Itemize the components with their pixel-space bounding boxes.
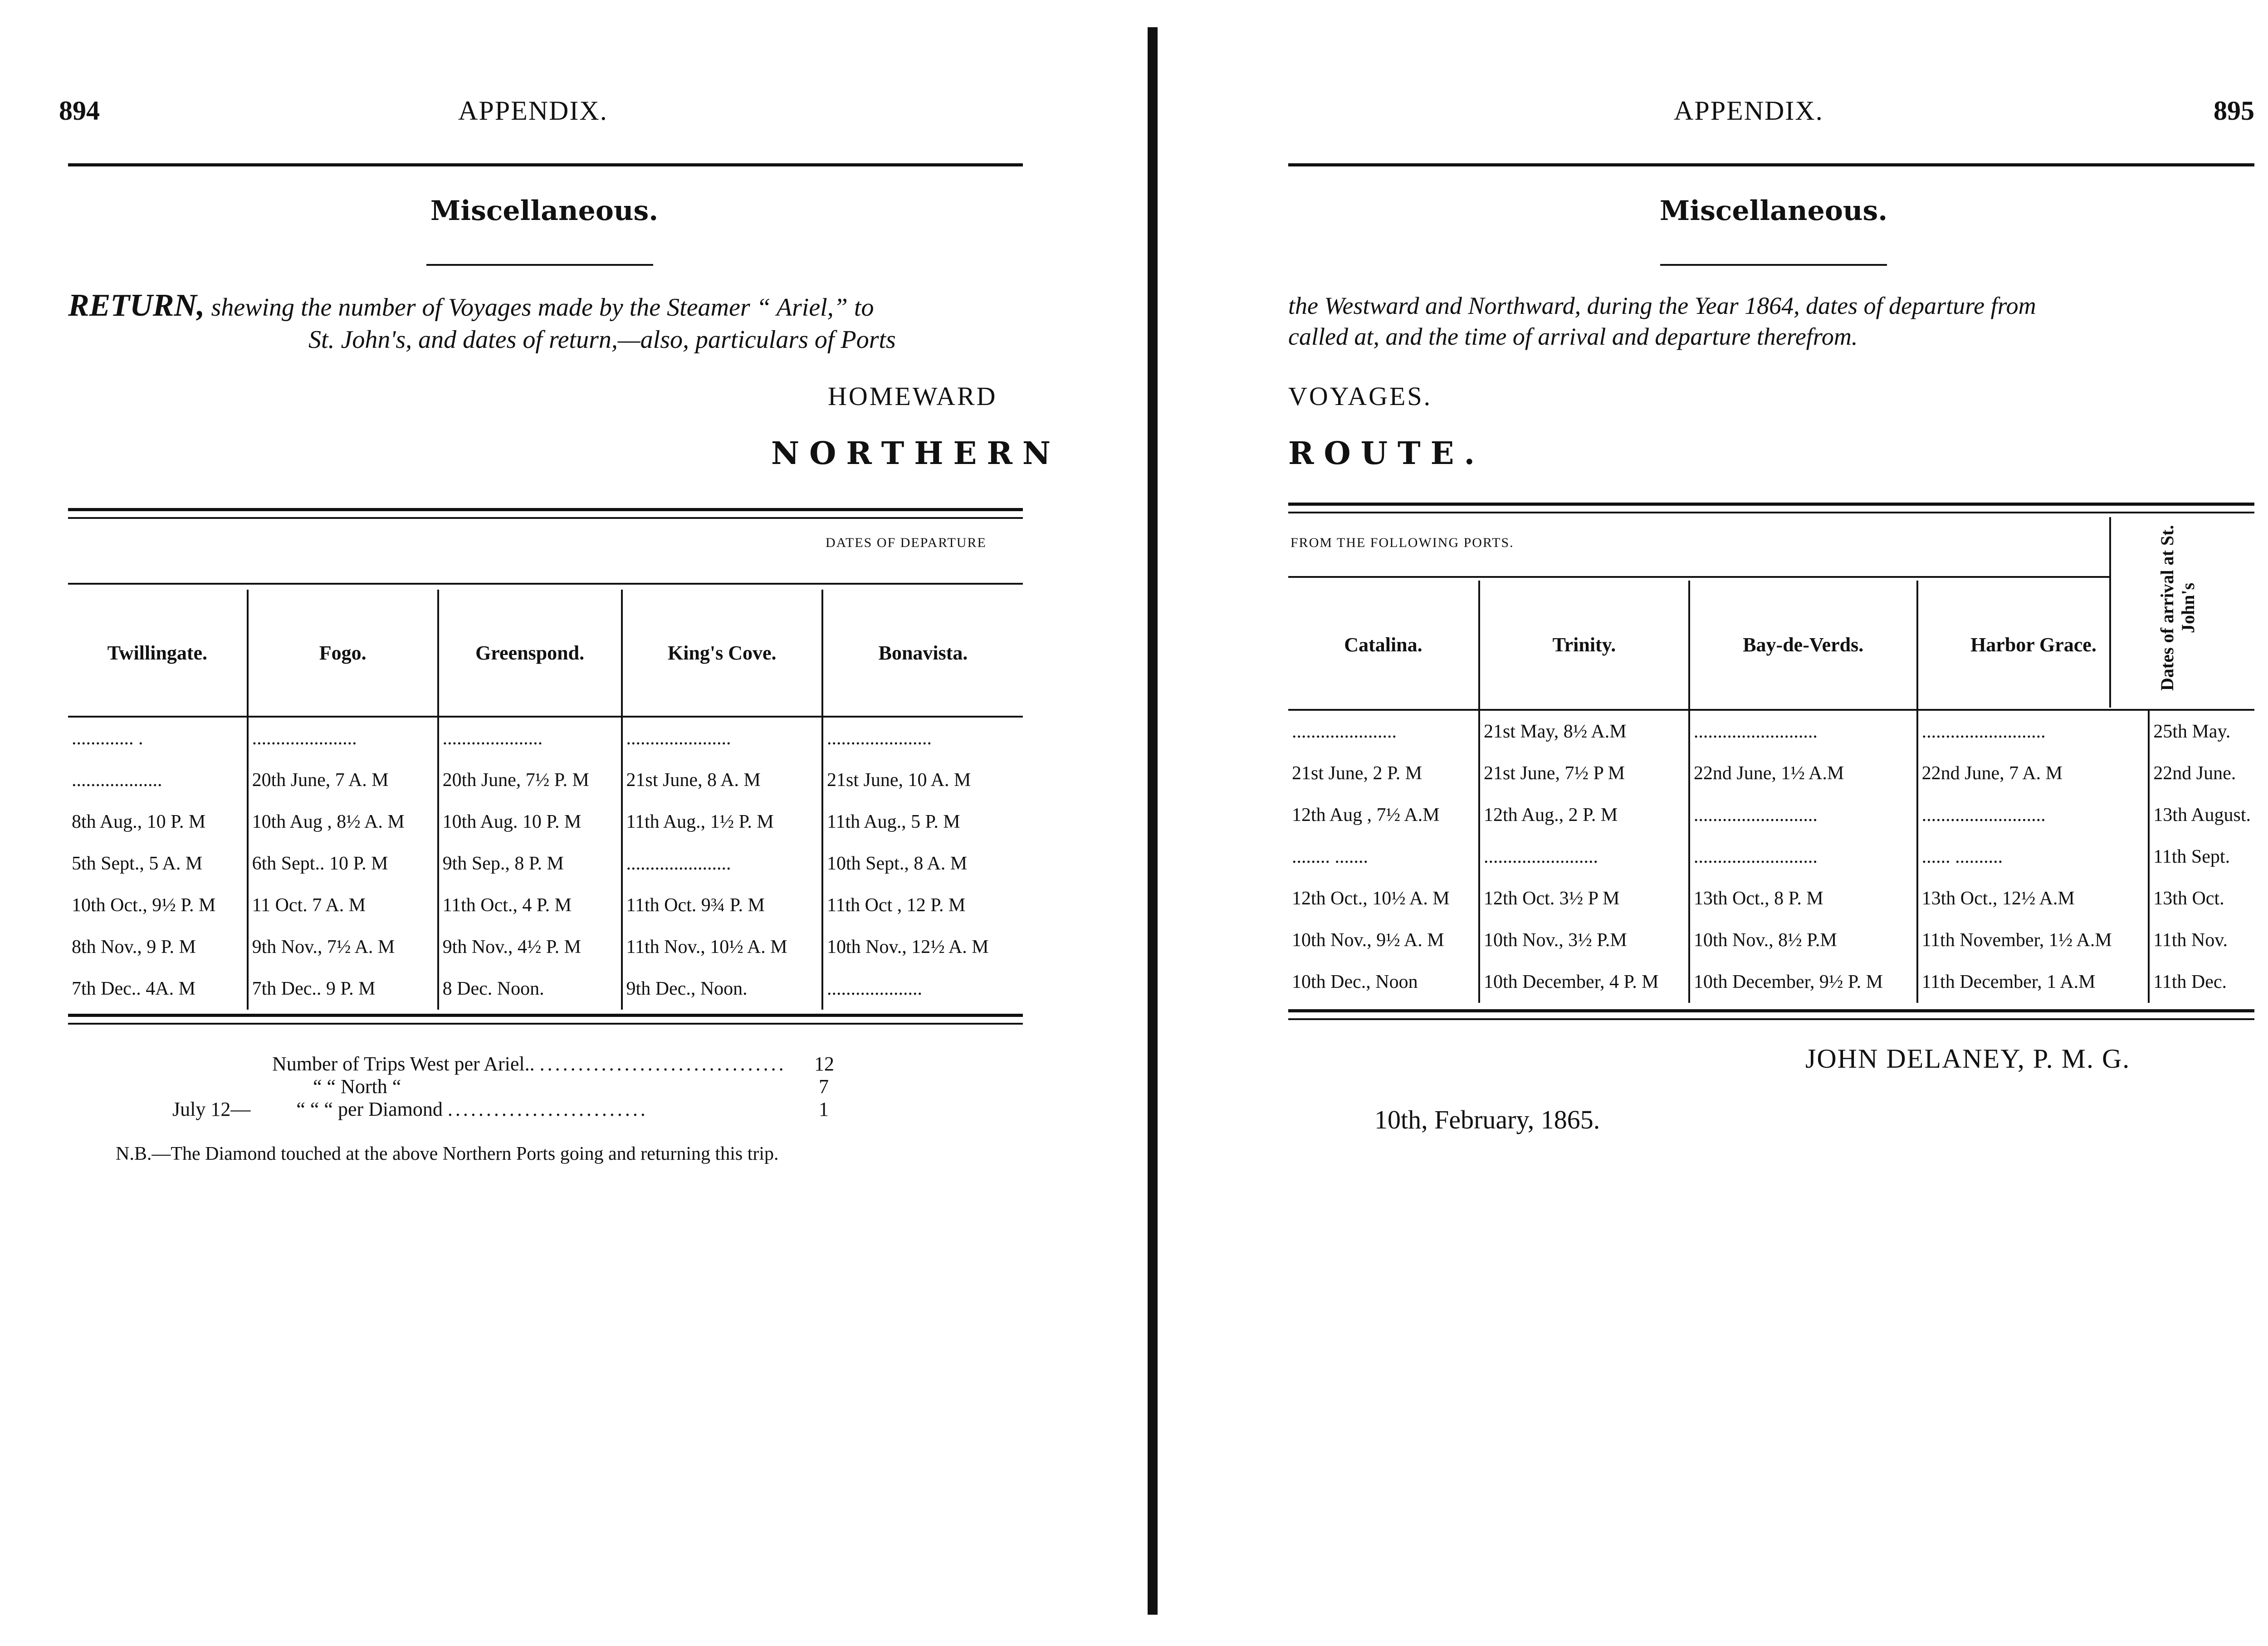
table-cell: 5th Sept., 5 A. M <box>72 853 203 874</box>
title-rule <box>426 264 653 266</box>
table-top-rule-2 <box>68 517 1023 519</box>
table-cell: 22nd June, 1½ A.M <box>1689 752 1917 794</box>
table-row <box>1288 794 2254 836</box>
table-cell: ...................... <box>1292 721 1397 742</box>
table-row <box>68 968 1023 1010</box>
table-cell: 11th Dec. <box>2149 961 2254 1003</box>
table-cell: 9th Nov., 7½ A. M <box>248 926 438 968</box>
dot-leader: ................................ <box>539 1053 787 1075</box>
intro-line-2: St. John's, and dates of return,—also, particulars of Ports <box>308 326 896 354</box>
table-cell: 7th Dec.. 9 P. M <box>248 968 438 1010</box>
document-date: 10th, February, 1865. <box>1374 1105 1600 1134</box>
header-rule <box>1288 163 2254 166</box>
table-cell: 8th Aug., 10 P. M <box>72 811 206 832</box>
table-row <box>68 884 1023 926</box>
table-top-rule <box>68 508 1023 511</box>
dot-leader: .......................... <box>447 1098 648 1120</box>
table-cell: .......................... <box>1689 836 1917 878</box>
table-row <box>1288 961 2254 1003</box>
table-top-rule <box>1288 503 2254 506</box>
column-header: Greenspond. <box>438 590 622 717</box>
table-cell: 22nd June. <box>2149 752 2254 794</box>
running-head: APPENDIX. <box>1674 96 1823 126</box>
table-cell: 11th Aug., 5 P. M <box>822 801 1023 843</box>
table-cell: 13th Oct. <box>2149 878 2254 919</box>
table-cell: ...................... <box>622 843 822 884</box>
summary-label: Number of Trips West per Ariel.. <box>272 1053 535 1075</box>
table-cell: 9th Dec., Noon. <box>622 968 822 1010</box>
heading-northern: NORTHERN <box>771 435 1061 472</box>
summary-line-3 <box>172 1098 648 1121</box>
table-cell: 10th Aug. 10 P. M <box>438 801 622 843</box>
table-cell: 13th Oct., 8 P. M <box>1689 878 1917 919</box>
table-bottom-rule <box>68 1014 1023 1017</box>
heading-voyages: VOYAGES. <box>1288 381 1432 411</box>
table-cell: 10th Dec., Noon <box>1292 972 1418 992</box>
header-divider <box>68 583 1023 585</box>
table-top-rule-2 <box>1288 512 2254 513</box>
table-cell: 11th December, 1 A.M <box>1917 961 2149 1003</box>
table-cell: 21st June, 2 P. M <box>1292 763 1422 784</box>
footnote: N.B.—The Diamond touched at the above Northern Ports going and returning this trip. <box>116 1143 779 1164</box>
header-divider <box>1288 576 2109 578</box>
right-page <box>1161 0 2268 1646</box>
table-cell: 11th Nov. <box>2149 919 2254 961</box>
summary-label: “ “ “ per Diamond <box>296 1098 443 1120</box>
page-number: 895 <box>2214 96 2254 126</box>
table-cell: 11th Oct. 9¾ P. M <box>622 884 822 926</box>
table-row <box>1288 919 2254 961</box>
table-cell: 10th Nov., 3½ P.M <box>1479 919 1689 961</box>
summary-line-2 <box>313 1075 401 1098</box>
table-cell: 11th Oct , 12 P. M <box>822 884 1023 926</box>
intro-lead: RETURN, <box>68 288 205 323</box>
table-cell: 11th Nov., 10½ A. M <box>622 926 822 968</box>
table-cell: 21st June, 8 A. M <box>622 759 822 801</box>
table-row <box>68 926 1023 968</box>
intro-line-2: called at, and the time of arrival and departure therefrom. <box>1288 323 1858 350</box>
table-cell: 10th Nov., 8½ P.M <box>1689 919 1917 961</box>
table-cell: .......................... <box>1689 710 1917 752</box>
table-cell: 10th December, 4 P. M <box>1479 961 1689 1003</box>
table-cell: ...................... <box>822 717 1023 759</box>
table-cell: ...................... <box>248 717 438 759</box>
summary-value: 12 <box>814 1053 834 1075</box>
column-header: Bay-de-Verds. <box>1689 581 1917 710</box>
table-cell: 10th Oct., 9½ P. M <box>72 895 216 916</box>
table-row <box>68 717 1023 759</box>
table-bottom-rule <box>1288 1009 2254 1012</box>
table-row <box>68 759 1023 801</box>
heading-route: ROUTE. <box>1288 435 1485 472</box>
northern-dates-table <box>68 590 1023 1010</box>
book-spine <box>1148 27 1158 1615</box>
table-cell: .................... <box>822 968 1023 1010</box>
table-cell: 13th Oct., 12½ A.M <box>1917 878 2149 919</box>
table-cell: .......................... <box>1689 794 1917 836</box>
signature <box>1805 1043 2130 1075</box>
table-cell: 12th Oct., 10½ A. M <box>1292 888 1450 909</box>
title-rule <box>1660 264 1887 266</box>
summary-prefix: July 12— <box>172 1098 251 1120</box>
intro-text-1: shewing the number of Voyages made by the Steamer “ Ariel,” to <box>211 293 874 322</box>
table-cell: 10th Nov., 9½ A. M <box>1292 930 1444 951</box>
table-caption: DATES OF DEPARTURE <box>826 535 987 550</box>
table-cell: 6th Sept.. 10 P. M <box>248 843 438 884</box>
table-cell: ........ ....... <box>1292 846 1368 867</box>
section-title: Miscellaneous. <box>1659 195 1888 227</box>
table-row <box>68 843 1023 884</box>
summary-value: 7 <box>819 1075 829 1098</box>
table-cell: ..................... <box>438 717 622 759</box>
column-header: Harbor Grace. <box>1917 581 2149 710</box>
table-cell: 8th Nov., 9 P. M <box>72 937 196 957</box>
table-row <box>1288 878 2254 919</box>
table-cell: 11 Oct. 7 A. M <box>248 884 438 926</box>
column-header: Fogo. <box>248 590 438 717</box>
table-cell: 21st May, 8½ A.M <box>1479 710 1689 752</box>
column-header: King's Cove. <box>622 590 822 717</box>
table-cell: 21st June, 7½ P M <box>1479 752 1689 794</box>
summary-label: “ “ North “ <box>313 1075 401 1098</box>
summary-line-1 <box>272 1052 787 1075</box>
column-header: Twillingate. <box>107 641 208 664</box>
table-cell: ................... <box>72 770 162 791</box>
table-cell: 21st June, 10 A. M <box>822 759 1023 801</box>
table-cell: 11th Sept. <box>2149 836 2254 878</box>
table-cell: 10th Sept., 8 A. M <box>822 843 1023 884</box>
summary-value: 1 <box>819 1098 829 1120</box>
table-cell: 9th Nov., 4½ P. M <box>438 926 622 968</box>
column-header: Trinity. <box>1479 581 1689 710</box>
table-cell: 9th Sep., 8 P. M <box>438 843 622 884</box>
table-row <box>1288 710 2254 752</box>
column-header: Catalina. <box>1344 634 1422 656</box>
table-cell: .......................... <box>1917 794 2149 836</box>
intro-line-1 <box>68 290 1025 323</box>
table-cell: 7th Dec.. 4A. M <box>72 978 196 999</box>
table-cell: 11th November, 1½ A.M <box>1917 919 2149 961</box>
signature-text: JOHN DELANEY, P. M. G. <box>1805 1044 2131 1074</box>
table-cell: ............. . <box>72 728 143 749</box>
table-cell: 11th Aug., 1½ P. M <box>622 801 822 843</box>
table-cell: 10th December, 9½ P. M <box>1689 961 1917 1003</box>
table-cell: 11th Oct., 4 P. M <box>438 884 622 926</box>
table-cell: 20th June, 7 A. M <box>248 759 438 801</box>
page-number: 894 <box>59 96 100 126</box>
table-cell: 12th Oct. 3½ P M <box>1479 878 1689 919</box>
arrival-column-header: Dates of arrival at St. John's <box>2157 525 2198 691</box>
table-cell: 10th Aug , 8½ A. M <box>248 801 438 843</box>
column-header-spacer <box>2149 581 2254 710</box>
section-title: Miscellaneous. <box>430 195 659 227</box>
table-cell: .......................... <box>1917 710 2149 752</box>
table-cell: 20th June, 7½ P. M <box>438 759 622 801</box>
table-caption: FROM THE FOLLOWING PORTS. <box>1290 535 1514 550</box>
table-cell: 8 Dec. Noon. <box>438 968 622 1010</box>
table-row <box>1288 752 2254 794</box>
table-cell: 10th Nov., 12½ A. M <box>822 926 1023 968</box>
table-row <box>1288 836 2254 878</box>
table-cell: 12th Aug., 2 P. M <box>1479 794 1689 836</box>
table-cell: 12th Aug , 7½ A.M <box>1292 805 1440 825</box>
table-row <box>68 801 1023 843</box>
table-cell: ...................... <box>622 717 822 759</box>
table-cell: 13th August. <box>2149 794 2254 836</box>
table-cell: ........................ <box>1479 836 1689 878</box>
heading-homeward: HOMEWARD <box>828 381 997 411</box>
intro-line-1: the Westward and Northward, during the Year 1864, dates of departure from <box>1288 292 2036 319</box>
table-cell: 25th May. <box>2149 710 2254 752</box>
column-header: Bonavista. <box>822 590 1023 717</box>
table-bottom-rule-2 <box>1288 1018 2254 1020</box>
table-bottom-rule-2 <box>68 1023 1023 1025</box>
table-cell: 22nd June, 7 A. M <box>1917 752 2149 794</box>
header-rule <box>68 163 1023 166</box>
running-head: APPENDIX. <box>458 96 608 126</box>
table-cell: ...... .......... <box>1917 836 2149 878</box>
route-dates-table <box>1288 581 2254 1003</box>
